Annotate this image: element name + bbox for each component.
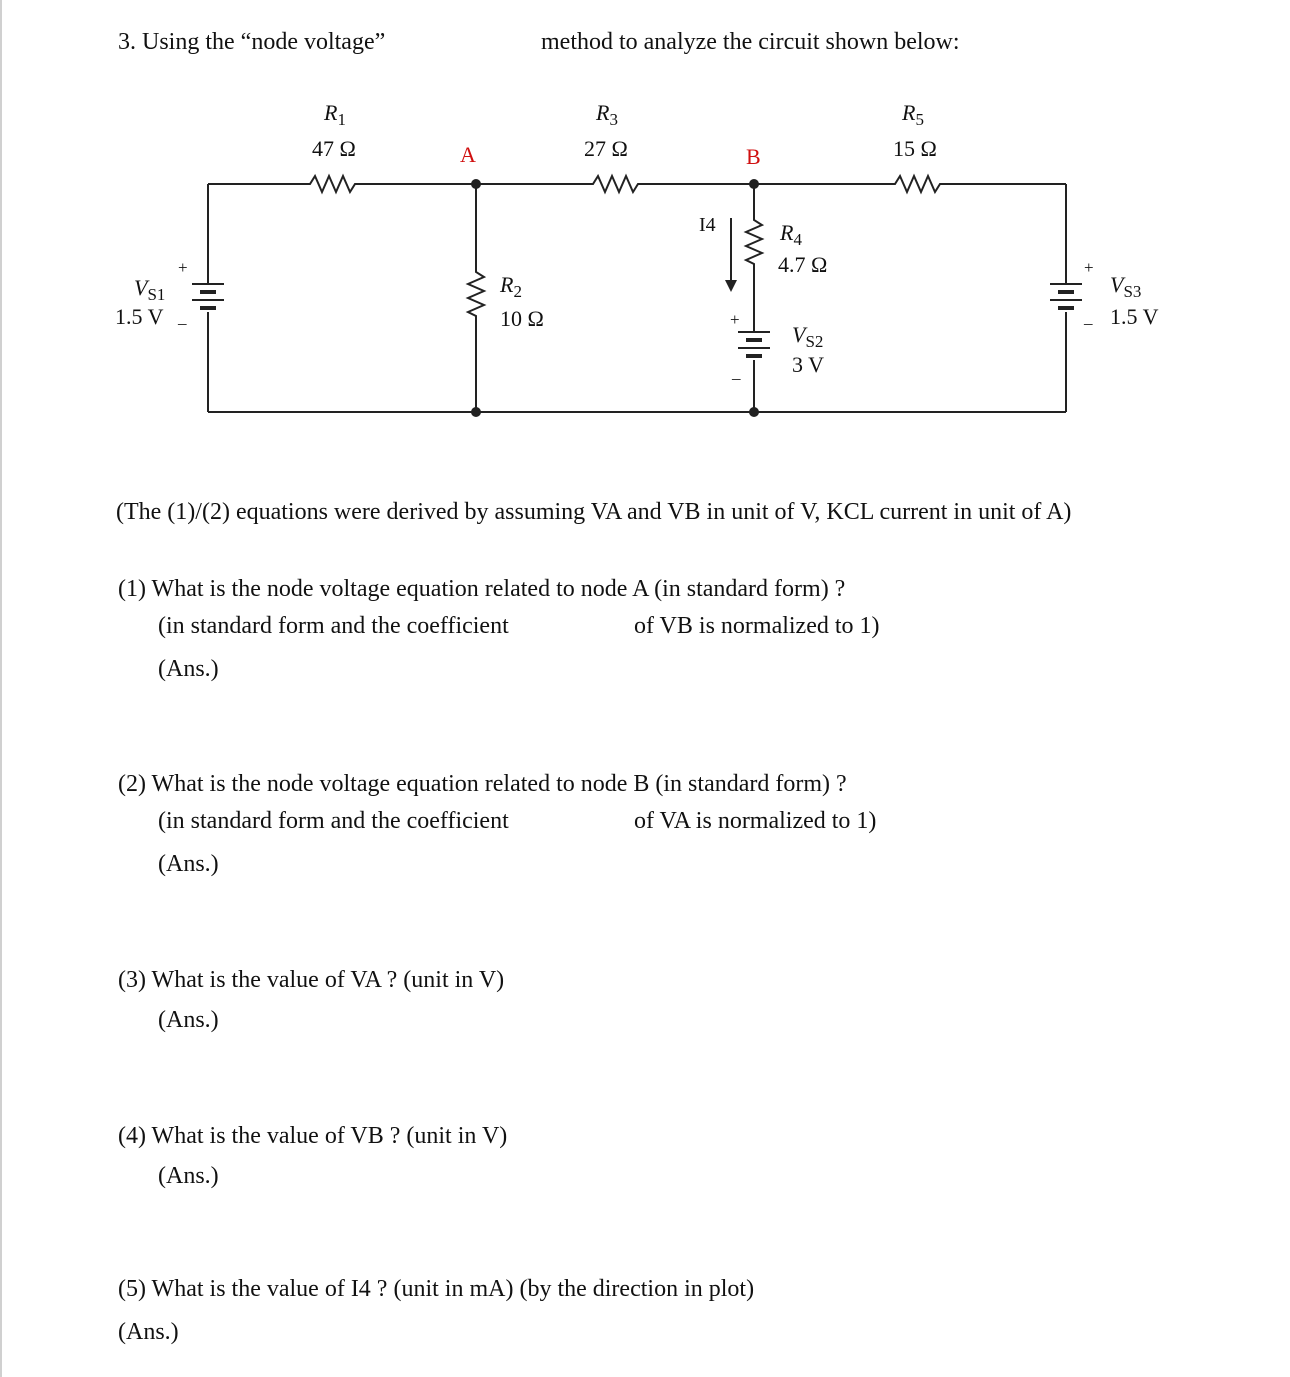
q3-text: (3) What is the value of VA ? (unit in V) bbox=[118, 967, 505, 993]
value-r2: 10 Ω bbox=[500, 306, 544, 331]
node-a-dot bbox=[471, 179, 481, 189]
label-r1: $R_1$ bbox=[324, 100, 346, 129]
vs1-plus: + bbox=[178, 258, 188, 277]
battery-vs2 bbox=[738, 332, 770, 356]
vs1-minus: _ bbox=[178, 308, 187, 327]
q2-answer-label: (Ans.) bbox=[158, 851, 219, 877]
vs3-minus: _ bbox=[1084, 308, 1093, 327]
q2-subtext-a: (in standard form and the coefficient bbox=[158, 808, 509, 834]
q4-text: (4) What is the value of VB ? (unit in V) bbox=[118, 1123, 508, 1149]
battery-vs1 bbox=[192, 284, 224, 308]
battery-vs3 bbox=[1050, 284, 1082, 308]
node-b-label: B bbox=[746, 144, 761, 169]
q1-subtext-a: (in standard form and the coefficient bbox=[158, 613, 509, 639]
label-vs1: $V_{S1}$ bbox=[134, 275, 166, 304]
node-b-dot bbox=[749, 179, 759, 189]
label-vs2: $V_{S2}$ bbox=[792, 322, 824, 351]
label-r4: $R_4$ bbox=[780, 220, 802, 249]
label-r2: $R_2$ bbox=[500, 272, 522, 301]
q5-answer-label: (Ans.) bbox=[118, 1319, 179, 1345]
value-vs3: 1.5 V bbox=[1110, 304, 1159, 329]
problem-title-left: 3. Using the “node voltage” bbox=[118, 29, 386, 55]
q5-text: (5) What is the value of I4 ? (unit in mA) (by the direction in plot) bbox=[118, 1276, 755, 1302]
resistor-r4 bbox=[746, 184, 762, 332]
junction-bottom-r2 bbox=[471, 407, 481, 417]
label-r5: $R_5$ bbox=[902, 100, 924, 129]
value-r5: 15 Ω bbox=[893, 136, 937, 161]
resistor-r2 bbox=[468, 184, 484, 412]
vs2-plus: + bbox=[730, 310, 740, 329]
value-r1: 47 Ω bbox=[312, 136, 356, 161]
value-vs1: 1.5 V bbox=[115, 304, 164, 329]
vs3-plus: + bbox=[1084, 258, 1094, 277]
q1-subtext-b: of VB is normalized to 1) bbox=[634, 613, 880, 639]
q1-answer-label: (Ans.) bbox=[158, 656, 219, 682]
label-i4: I4 bbox=[699, 214, 716, 236]
junction-bottom-r4 bbox=[749, 407, 759, 417]
q1-text: (1) What is the node voltage equation related to node A (in standard form) ? bbox=[118, 576, 846, 602]
value-r4: 4.7 Ω bbox=[778, 252, 828, 277]
i4-arrow-head-icon bbox=[725, 280, 737, 292]
q4-answer-label: (Ans.) bbox=[158, 1163, 219, 1189]
q2-subtext-b: of VA is normalized to 1) bbox=[634, 808, 877, 834]
vs2-minus: _ bbox=[732, 363, 741, 382]
label-vs3: $V_{S3}$ bbox=[1110, 272, 1142, 301]
node-a-label: A bbox=[460, 142, 476, 167]
assumption-note: (The (1)/(2) equations were derived by assuming VA and VB in unit of V, KCL current in unit of A) bbox=[116, 499, 1072, 525]
q2-text: (2) What is the node voltage equation related to node B (in standard form) ? bbox=[118, 771, 847, 797]
wire-top bbox=[208, 176, 1066, 192]
circuit-diagram bbox=[0, 0, 1290, 440]
label-r3: $R_3$ bbox=[596, 100, 618, 129]
problem-title-right: method to analyze the circuit shown below: bbox=[541, 29, 960, 55]
value-r3: 27 Ω bbox=[584, 136, 628, 161]
q3-answer-label: (Ans.) bbox=[158, 1007, 219, 1033]
value-vs2: 3 V bbox=[792, 352, 824, 377]
